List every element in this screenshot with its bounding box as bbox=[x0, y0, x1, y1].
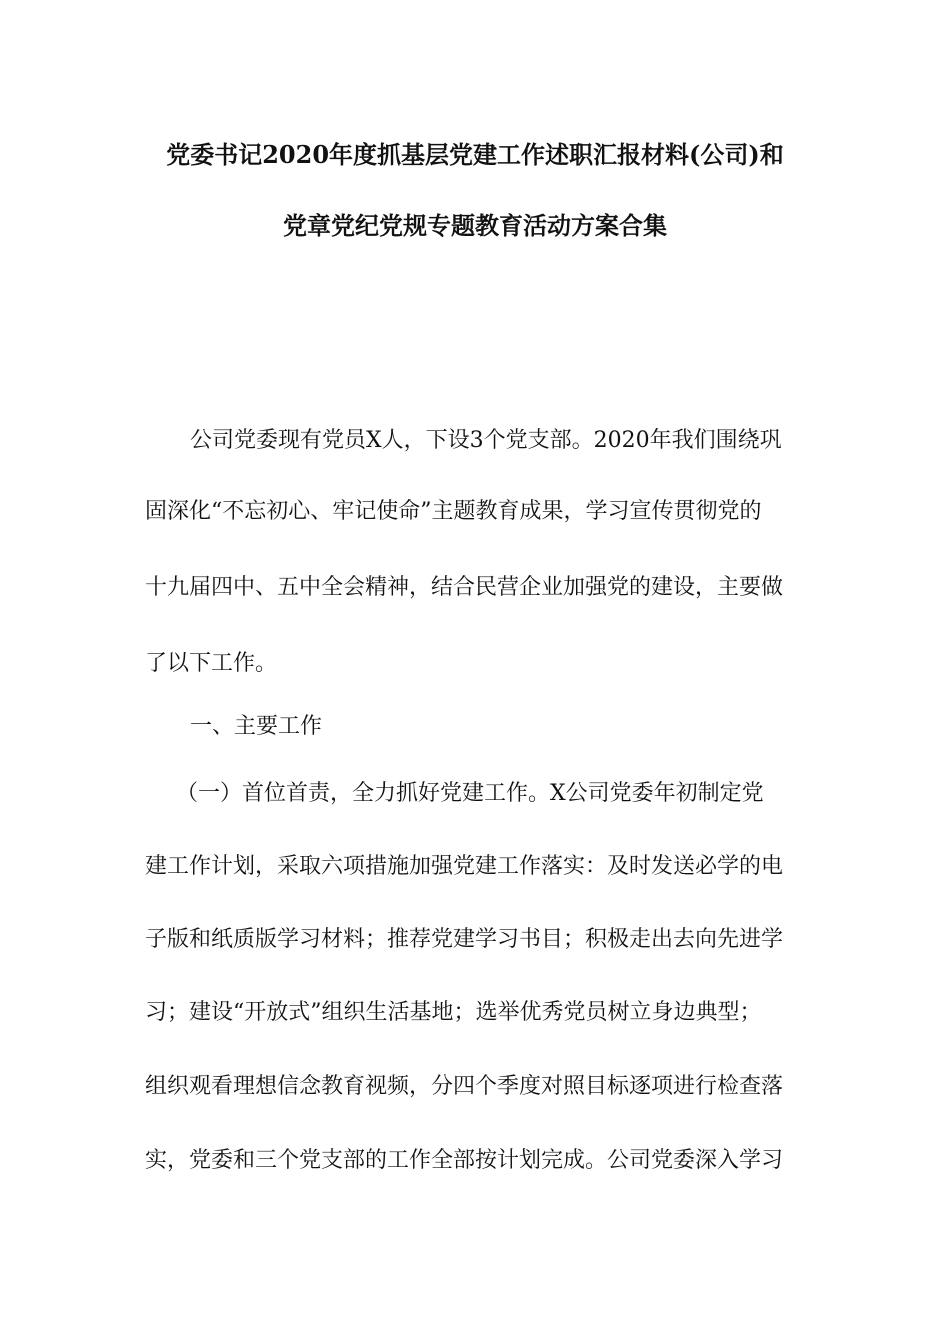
document-title-line-2: 党章党纪党规专题教育活动方案合集 bbox=[283, 211, 667, 240]
body-line-6: 建工作计划，采取六项措施加强党建工作落实：及时发送必学的电 bbox=[145, 854, 784, 879]
body-line-4: 了以下工作。 bbox=[145, 651, 278, 676]
body-line-7: 子版和纸质版学习材料；推荐党建学习书目；积极走出去向先进学 bbox=[145, 927, 784, 952]
body-line-9: 组织观看理想信念教育视频，分四个季度对照目标逐项进行检查落 bbox=[145, 1074, 784, 1099]
body-line-10: 实，党委和三个党支部的工作全部按计划完成。公司党委深入学习 bbox=[145, 1148, 784, 1173]
document-title-line-1: 党委书记2020年度抓基层党建工作述职汇报材料(公司)和 bbox=[166, 140, 784, 169]
body-line-5: （一）首位首责，全力抓好党建工作。X公司党委年初制定党 bbox=[176, 781, 764, 806]
section-heading: 一、主要工作 bbox=[190, 714, 323, 739]
body-line-8: 习；建设“开放式”组织生活基地；选举优秀党员树立身边典型； bbox=[145, 1000, 762, 1025]
body-line-1: 公司党委现有党员X人，下设3个党支部。2020年我们围绕巩 bbox=[190, 428, 782, 453]
body-line-2: 固深化“不忘初心、牢记使命”主题教育成果，学习宣传贯彻党的 bbox=[145, 499, 762, 524]
body-line-3: 十九届四中、五中全会精神，结合民营企业加强党的建设，主要做 bbox=[145, 575, 784, 600]
